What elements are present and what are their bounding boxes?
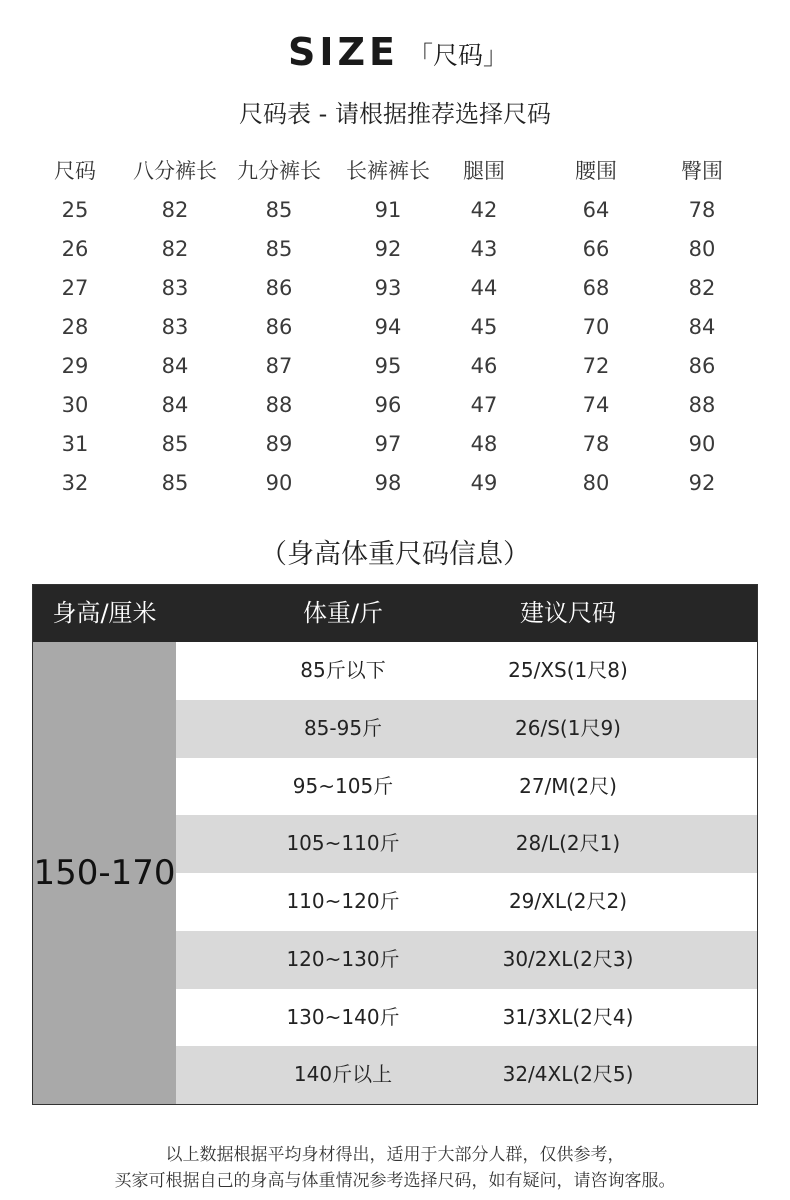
table-cell: 90 xyxy=(688,432,716,456)
table-cell: 80 xyxy=(688,237,716,261)
table-cell: 85 xyxy=(265,198,293,222)
table-row xyxy=(176,873,757,931)
table-cell: 95 xyxy=(374,354,402,378)
size-cell: 28/L(2尺1) xyxy=(515,831,621,856)
table-cell: 94 xyxy=(374,315,402,339)
table-cell: 70 xyxy=(582,315,610,339)
table-cell: 25 xyxy=(61,198,89,222)
title-en: SIZE xyxy=(288,30,400,74)
weight-cell: 140斤以上 xyxy=(293,1062,393,1087)
table-cell: 89 xyxy=(265,432,293,456)
table-cell: 97 xyxy=(374,432,402,456)
weight-cell: 95~105斤 xyxy=(292,773,394,798)
weight-cell: 85-95斤 xyxy=(303,715,383,740)
table-cell: 84 xyxy=(161,393,189,417)
table-cell: 66 xyxy=(582,237,610,261)
table-cell: 82 xyxy=(161,237,189,261)
table-cell: 47 xyxy=(470,393,498,417)
weight-cell: 105~110斤 xyxy=(286,831,400,856)
table-cell: 84 xyxy=(161,354,189,378)
table-cell: 92 xyxy=(688,471,716,495)
table-cell: 90 xyxy=(265,471,293,495)
table-cell: 30 xyxy=(61,393,89,417)
table-cell: 88 xyxy=(688,393,716,417)
table-row xyxy=(176,700,757,758)
table-cell: 64 xyxy=(582,198,610,222)
table-cell: 82 xyxy=(161,198,189,222)
table-cell: 82 xyxy=(688,276,716,300)
size-cell: 26/S(1尺9) xyxy=(515,715,621,740)
table-cell: 87 xyxy=(265,354,293,378)
table-cell: 42 xyxy=(470,198,498,222)
column-header: 臀围 xyxy=(681,159,723,183)
column-header: 尺码 xyxy=(54,159,96,183)
table-cell: 68 xyxy=(582,276,610,300)
size-cell: 29/XL(2尺2) xyxy=(508,889,628,913)
table-row xyxy=(0,230,790,269)
size-cell: 27/M(2尺) xyxy=(519,773,617,798)
title-cn: 「尺码」 xyxy=(408,41,509,70)
footer-line-2: 买家可根据自己的身高与体重情况参考选择尺码，如有疑问，请咨询客服。 xyxy=(114,1171,676,1191)
table-cell: 74 xyxy=(582,393,610,417)
table-row xyxy=(176,642,757,700)
footer-note xyxy=(0,1142,790,1194)
table-cell: 83 xyxy=(161,276,189,300)
table-cell: 28 xyxy=(61,315,89,339)
table-row xyxy=(176,931,757,989)
column-header: 八分裤长 xyxy=(133,159,217,183)
table-cell: 43 xyxy=(470,237,498,261)
table-cell: 44 xyxy=(470,276,498,300)
table-cell: 29 xyxy=(61,354,89,378)
table-cell: 85 xyxy=(265,237,293,261)
table-cell: 91 xyxy=(374,198,402,222)
column-header: 长裤裤长 xyxy=(346,159,430,183)
table-row xyxy=(0,386,790,425)
size-table-header xyxy=(0,152,790,191)
table-cell: 93 xyxy=(374,276,402,300)
table-cell: 92 xyxy=(374,237,402,261)
height-range-cell: 150-170 xyxy=(33,642,176,1104)
table-row xyxy=(0,308,790,347)
table-row xyxy=(0,425,790,464)
table-row xyxy=(176,1046,757,1104)
table-row xyxy=(0,347,790,386)
footer-line-1: 以上数据根据平均身材得出，适用于大部分人群，仅供参考， xyxy=(165,1145,625,1165)
height-weight-table xyxy=(32,584,758,1105)
header-weight: 体重/斤 xyxy=(302,599,384,627)
table-cell: 96 xyxy=(374,393,402,417)
table-cell: 86 xyxy=(688,354,716,378)
column-header: 腰围 xyxy=(575,159,617,183)
table-cell: 83 xyxy=(161,315,189,339)
table-cell: 72 xyxy=(582,354,610,378)
table-cell: 86 xyxy=(265,276,293,300)
table-cell: 32 xyxy=(61,471,89,495)
table-cell: 49 xyxy=(470,471,498,495)
weight-cell: 130~140斤 xyxy=(286,1004,400,1029)
table-cell: 86 xyxy=(265,315,293,339)
table-row xyxy=(0,464,790,503)
header-height: 身高/厘米 xyxy=(52,599,157,627)
weight-rows xyxy=(176,642,757,1104)
table-cell: 31 xyxy=(61,432,89,456)
table-cell: 26 xyxy=(61,237,89,261)
size-cell: 31/3XL(2尺4) xyxy=(502,1004,634,1029)
table-cell: 80 xyxy=(582,471,610,495)
table-cell: 88 xyxy=(265,393,293,417)
size-cell: 32/4XL(2尺5) xyxy=(502,1062,634,1087)
size-chart-table xyxy=(0,152,790,503)
table-row xyxy=(176,989,757,1047)
table-row xyxy=(0,269,790,308)
table-cell: 48 xyxy=(470,432,498,456)
table-cell: 85 xyxy=(161,432,189,456)
size-cell: 30/2XL(2尺3) xyxy=(502,946,634,971)
column-header: 九分裤长 xyxy=(237,159,321,183)
weight-cell: 110~120斤 xyxy=(286,889,400,913)
header-size: 建议尺码 xyxy=(520,599,616,627)
section-title: （身高体重尺码信息） xyxy=(260,539,530,570)
table-row xyxy=(0,191,790,230)
table-cell: 84 xyxy=(688,315,716,339)
size-cell: 25/XS(1尺8) xyxy=(508,658,628,682)
table-header xyxy=(33,585,757,642)
table-cell: 78 xyxy=(688,198,716,222)
table-cell: 85 xyxy=(161,471,189,495)
weight-cell: 120~130斤 xyxy=(286,946,400,971)
weight-cell: 85斤以下 xyxy=(300,658,386,682)
table-cell: 98 xyxy=(374,471,402,495)
table-cell: 45 xyxy=(470,315,498,339)
table-cell: 27 xyxy=(61,276,89,300)
column-header: 腿围 xyxy=(463,159,505,183)
subtitle: 尺码表 - 请根据推荐选择尺码 xyxy=(239,100,551,128)
table-row xyxy=(176,758,757,816)
table-row xyxy=(176,815,757,873)
title-row xyxy=(0,30,790,78)
table-cell: 46 xyxy=(470,354,498,378)
table-cell: 78 xyxy=(582,432,610,456)
